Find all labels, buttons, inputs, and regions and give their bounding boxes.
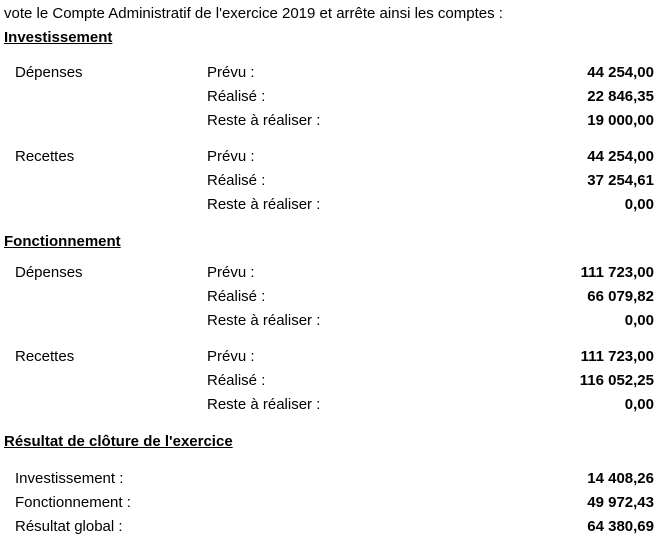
fonc-dep-prevu-label: Prévu : [207, 264, 255, 281]
inv-rec-prevu-label: Prévu : [207, 148, 255, 165]
heading-fonctionnement: Fonctionnement [4, 233, 121, 250]
inv-dep-prevu-value: 44 254,00 [587, 64, 654, 81]
inv-dep-prevu-label: Prévu : [207, 64, 255, 81]
inv-dep-reste-value: 19 000,00 [587, 112, 654, 129]
fonc-dep-realise-label: Réalisé : [207, 288, 266, 305]
fonc-recettes-label: Recettes [15, 348, 75, 365]
res-investissement-label: Investissement : [15, 470, 124, 487]
res-fonctionnement-value: 49 972,43 [587, 494, 654, 511]
res-fonctionnement-label: Fonctionnement : [15, 494, 131, 511]
fonc-depenses-label: Dépenses [15, 264, 83, 281]
res-global-label: Résultat global : [15, 518, 123, 535]
fonc-rec-prevu-value: 111 723,00 [580, 348, 654, 365]
fonc-rec-reste-value: 0,00 [624, 396, 654, 413]
fonc-dep-reste-label: Reste à réaliser : [207, 312, 321, 329]
inv-depenses-label: Dépenses [15, 64, 83, 81]
inv-rec-reste-value: 0,00 [624, 196, 654, 213]
heading-resultat: Résultat de clôture de l'exercice [4, 433, 233, 450]
inv-dep-reste-label: Reste à réaliser : [207, 112, 321, 129]
inv-rec-realise-label: Réalisé : [207, 172, 266, 189]
inv-rec-realise-value: 37 254,61 [587, 172, 654, 189]
fonc-dep-prevu-value: 111 723,00 [580, 264, 654, 281]
intro-text: vote le Compte Administratif de l'exercice 2019 et arrête ainsi les comptes : [4, 5, 503, 22]
inv-dep-realise-value: 22 846,35 [587, 88, 654, 105]
fonc-rec-prevu-label: Prévu : [207, 348, 255, 365]
heading-investissement: Investissement [4, 29, 113, 46]
fonc-dep-realise-value: 66 079,82 [587, 288, 654, 305]
inv-rec-prevu-value: 44 254,00 [587, 148, 654, 165]
res-global-value: 64 380,69 [587, 518, 654, 535]
fonc-rec-realise-label: Réalisé : [207, 372, 266, 389]
fonc-rec-realise-value: 116 052,25 [579, 372, 654, 389]
inv-rec-reste-label: Reste à réaliser : [207, 196, 321, 213]
inv-recettes-label: Recettes [15, 148, 75, 165]
res-investissement-value: 14 408,26 [587, 470, 654, 487]
inv-dep-realise-label: Réalisé : [207, 88, 266, 105]
fonc-dep-reste-value: 0,00 [624, 312, 654, 329]
fonc-rec-reste-label: Reste à réaliser : [207, 396, 321, 413]
